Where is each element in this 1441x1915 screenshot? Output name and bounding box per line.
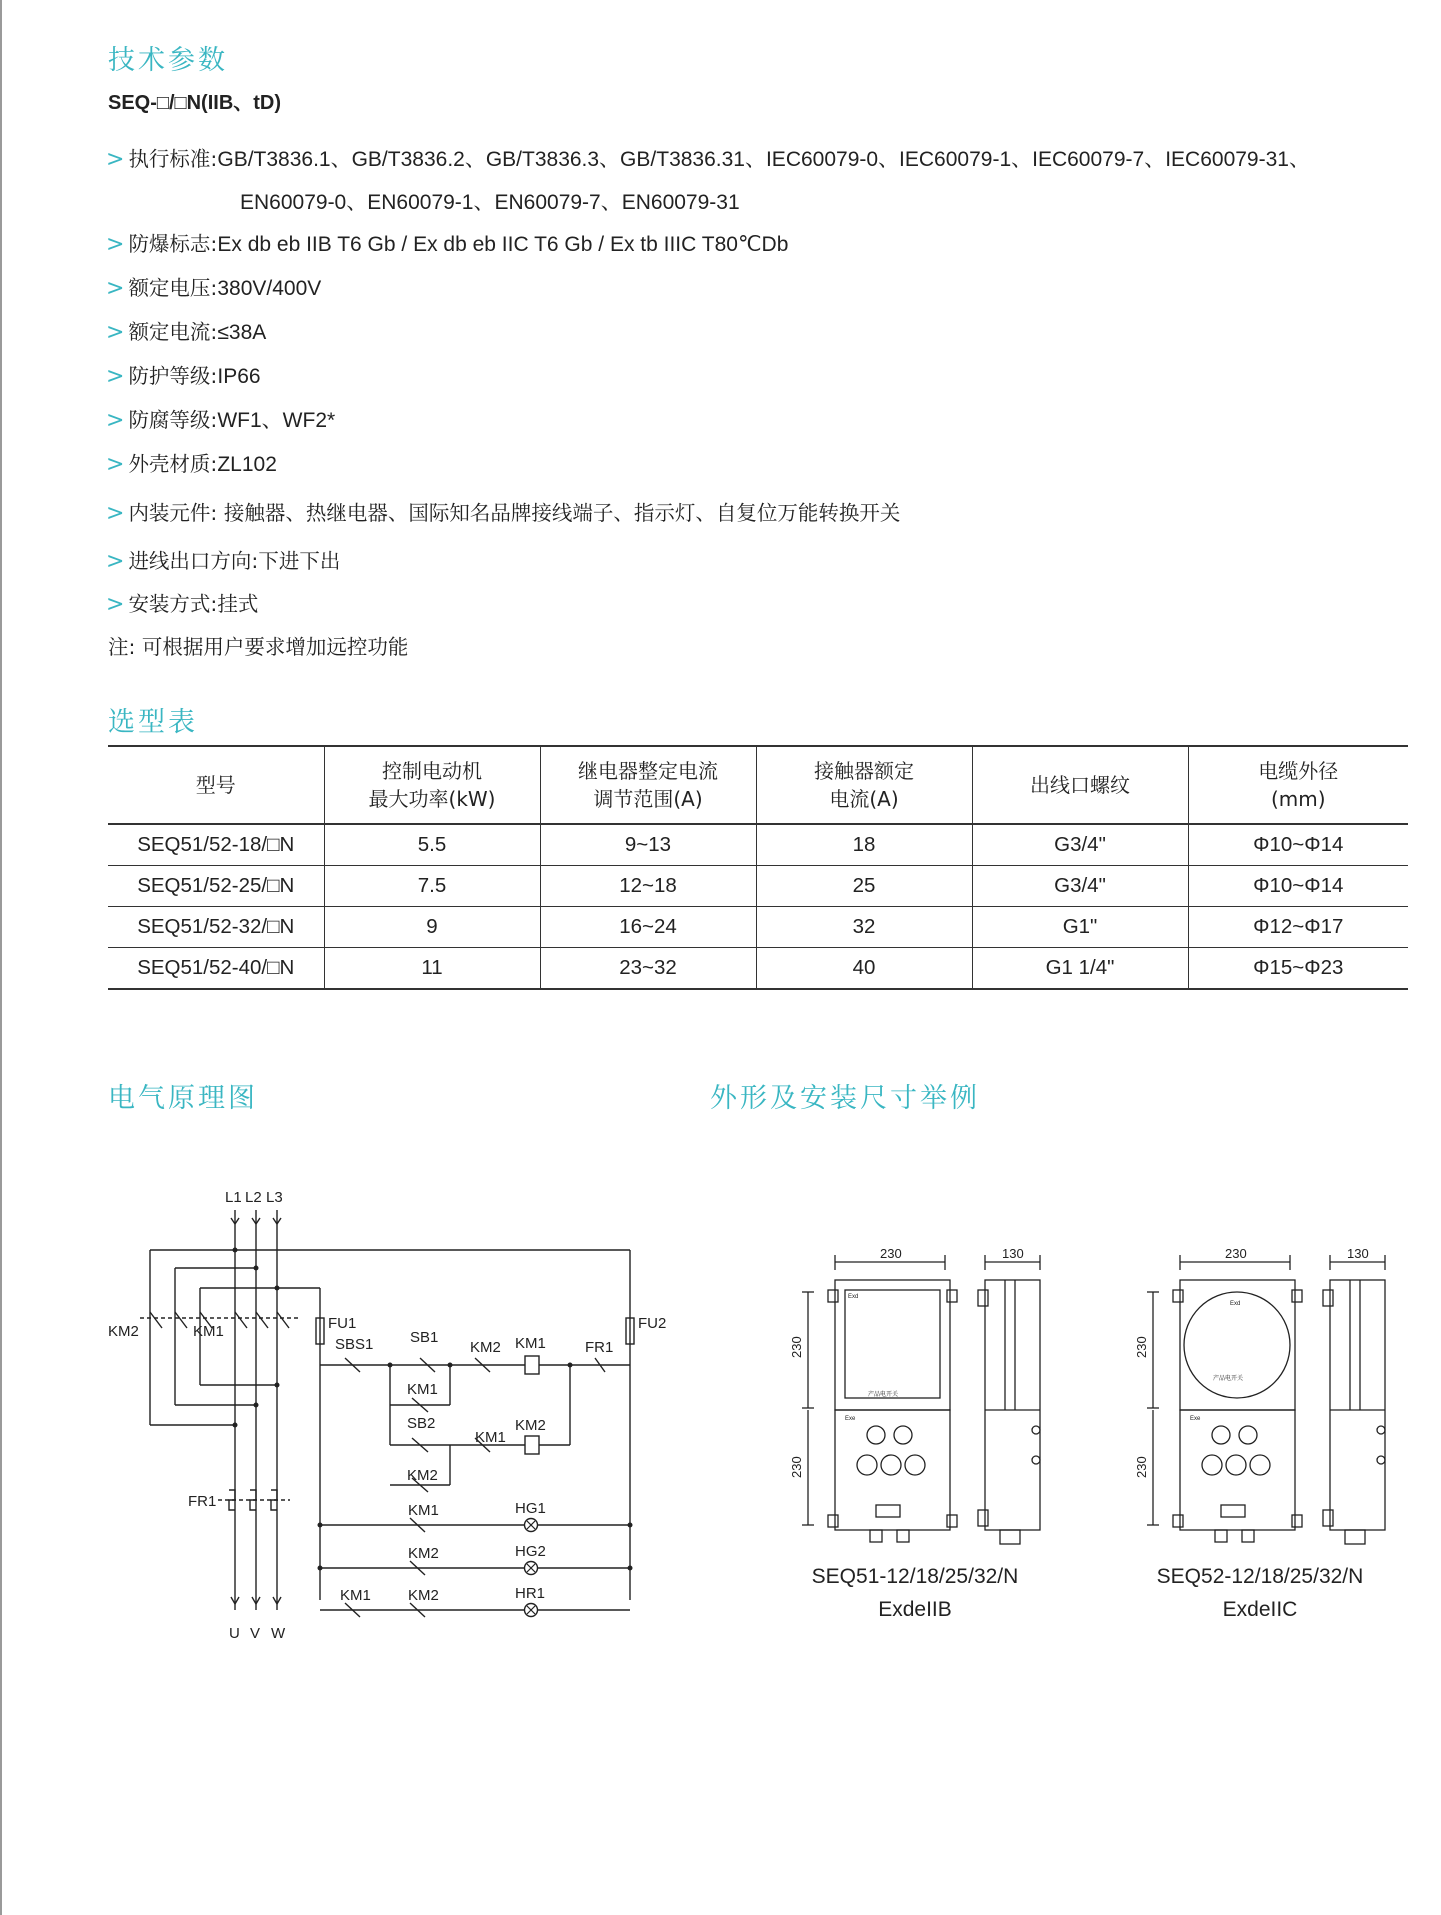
label-km1-main: KM1: [193, 1323, 224, 1340]
label-km1-hr: KM1: [340, 1587, 371, 1604]
schematic-title: 电气原理图: [108, 1083, 258, 1114]
header-cable-diameter: 电缆外径 (mm): [1188, 746, 1408, 824]
label-l1: L1: [225, 1189, 242, 1206]
spec-label: 额定电压:: [128, 276, 218, 300]
arrow-icon: >: [106, 501, 125, 526]
label-km1-b: KM1: [475, 1429, 506, 1446]
spec-value: 下进下出: [258, 549, 341, 573]
header-model: 型号: [108, 746, 324, 824]
enclosure-drawing-seq51: [780, 1246, 1050, 1550]
spec-value: ≤38A: [217, 321, 267, 344]
table-cell: 7.5: [324, 866, 540, 907]
table-cell: 9~13: [540, 824, 756, 866]
note-text: 注: 可根据用户要求增加远控功能: [108, 635, 409, 659]
label-hg2: HG2: [515, 1543, 546, 1560]
label-v: V: [250, 1625, 261, 1642]
spec-value: WF1、WF2*: [217, 409, 336, 432]
table-cell: SEQ51/52-40/□N: [137, 956, 295, 979]
arrow-icon: >: [106, 232, 125, 257]
arrow-icon: >: [106, 364, 125, 389]
enclosure-caption-seq51: [765, 1560, 1065, 1626]
spec-row-standard: [106, 142, 1310, 173]
label-w: W: [271, 1625, 286, 1642]
table-cell: Φ10~Φ14: [1188, 866, 1408, 907]
table-cell: 12~18: [540, 866, 756, 907]
label-km2-hr: KM2: [408, 1587, 439, 1604]
table-cell: 32: [756, 907, 972, 948]
table-cell: 40: [756, 948, 972, 990]
spec-value: 接触器、热继电器、国际知名品牌接线端子、指示灯、自复位万能转换开关: [217, 501, 901, 525]
ex-mark-text: Exe: [845, 1416, 856, 1422]
arrow-icon: >: [106, 549, 125, 574]
panel-label-text: 产品电开关: [1213, 1376, 1244, 1382]
outline-title: 外形及安装尺寸举例: [710, 1083, 980, 1114]
caption-ex-grade: ExdeIIB: [878, 1598, 952, 1621]
spec-label: 防护等级:: [128, 364, 218, 388]
table-cell: SEQ51/52-32/□N: [108, 907, 324, 948]
label-sb2: SB2: [407, 1415, 436, 1432]
spec-label: 执行标准:: [128, 147, 218, 171]
table-cell: G3/4": [972, 866, 1188, 907]
arrow-icon: >: [106, 276, 125, 301]
table-cell: 18: [756, 824, 972, 866]
label-l3: L3: [266, 1189, 283, 1206]
spec-value: Ex db eb IIB T6 Gb / Ex db eb IIC T6 Gb / Ex tb IIIC T80℃Db: [217, 233, 789, 256]
tech-params-title: 技术参数: [108, 45, 228, 76]
table-row: [108, 907, 1408, 948]
dim-height-top: 230: [1134, 1336, 1149, 1358]
table-cell: SEQ51/52-25/□N: [108, 866, 324, 907]
table-cell: 16~24: [540, 907, 756, 948]
header-contactor-current: 接触器额定 电流(A): [756, 746, 972, 824]
wiring-schematic: [100, 1180, 667, 1650]
table-cell: Φ10~Φ14: [1188, 824, 1408, 866]
table-cell: 23~32: [540, 948, 756, 990]
dim-depth: 130: [1002, 1246, 1024, 1261]
caption-ex-grade: ExdeIIC: [1222, 1598, 1298, 1621]
caption-model: SEQ51-12/18/25/32/N: [811, 1565, 1019, 1588]
table-header-row: [108, 746, 1408, 824]
enclosure-drawing-seq52: [1125, 1246, 1425, 1550]
spec-value: IP66: [217, 365, 261, 388]
label-sb1: SB1: [410, 1329, 439, 1346]
ex-mark-text: Exd: [1230, 1301, 1241, 1307]
label-km2-main: KM2: [108, 1323, 139, 1340]
table-cell: 5.5: [324, 824, 540, 866]
table-cell: Φ15~Φ23: [1188, 948, 1408, 990]
spec-row-material: [106, 447, 277, 477]
spec-label: 外壳材质:: [128, 452, 218, 476]
enclosure-caption-seq52: [1110, 1560, 1410, 1626]
header-outlet-thread: 出线口螺纹: [972, 746, 1188, 824]
table-cell: 11: [324, 948, 540, 990]
label-km1-hold: KM1: [407, 1381, 438, 1398]
spec-row-cable-direction: [106, 544, 340, 574]
label-km2-hold: KM2: [407, 1467, 438, 1484]
dim-height-bottom: 230: [789, 1456, 804, 1478]
table-cell: G1 1/4": [972, 948, 1188, 990]
label-km2-coil: KM2: [515, 1417, 546, 1434]
header-relay-range: 继电器整定电流 调节范围(A): [540, 746, 756, 824]
ex-mark-text: Exe: [1190, 1416, 1201, 1422]
spec-label: 进线出口方向:: [128, 549, 259, 573]
ex-mark-text: Exd: [848, 1294, 859, 1300]
label-km2-a: KM2: [470, 1339, 501, 1356]
spec-label: 安装方式:: [128, 592, 218, 616]
arrow-icon: >: [106, 592, 125, 617]
label-hr1: HR1: [515, 1585, 546, 1602]
table-cell: Φ12~Φ17: [1188, 907, 1408, 948]
label-hg1: HG1: [515, 1500, 546, 1517]
label-fu1: FU1: [328, 1315, 357, 1332]
spec-row-protection: [106, 359, 261, 389]
table-row: [108, 824, 1408, 866]
spec-label: 防腐等级:: [128, 408, 218, 432]
dim-height-top: 230: [789, 1336, 804, 1358]
spec-value: ZL102: [217, 453, 277, 476]
dim-height-bottom: 230: [1134, 1456, 1149, 1478]
arrow-icon: >: [106, 147, 125, 172]
model-code: SEQ-□/□N(IIB、tD): [108, 92, 282, 114]
spec-label: 防爆标志:: [128, 232, 218, 256]
label-sbs1: SBS1: [335, 1336, 374, 1353]
page-edge-rule: [0, 0, 2, 1915]
label-km1-coil: KM1: [515, 1335, 546, 1352]
spec-value: GB/T3836.1、GB/T3836.2、GB/T3836.3、GB/T3836.31、IEC60079-0、IEC60079-1、IEC60079-7、IEC60079-31、: [217, 148, 1310, 171]
header-motor-power: 控制电动机 最大功率(kW): [324, 746, 540, 824]
table-cell: 25: [756, 866, 972, 907]
label-l2: L2: [245, 1189, 262, 1206]
spec-row-anticorrosion: [106, 403, 335, 434]
spec-row-voltage: [106, 271, 321, 301]
panel-label-text: 产品电开关: [868, 1392, 899, 1398]
arrow-icon: >: [106, 320, 125, 345]
spec-standard-continued: EN60079-0、EN60079-1、EN60079-7、EN60079-31: [240, 191, 740, 214]
dim-depth: 130: [1347, 1246, 1369, 1261]
label-km1-hg1: KM1: [408, 1502, 439, 1519]
spec-label: 内装元件:: [128, 501, 218, 525]
arrow-icon: >: [106, 408, 125, 433]
table-cell: G1": [972, 907, 1188, 948]
spec-value: 挂式: [217, 592, 259, 616]
spec-row-mounting: [106, 587, 258, 617]
caption-model: SEQ52-12/18/25/32/N: [1156, 1565, 1364, 1588]
spec-row-current: [106, 315, 266, 345]
label-fr1-ctl: FR1: [585, 1339, 614, 1356]
label-fr1-main: FR1: [188, 1493, 217, 1510]
spec-label: 额定电流:: [128, 320, 218, 344]
table-cell: SEQ51/52-18/□N: [108, 824, 324, 866]
dim-width: 230: [1225, 1246, 1247, 1261]
spec-row-ex-marking: [106, 227, 788, 257]
table-row: [108, 866, 1408, 907]
selection-table-title: 选型表: [108, 707, 198, 738]
table-row: [108, 948, 1408, 990]
dim-width: 230: [880, 1246, 902, 1261]
spec-value: 380V/400V: [217, 277, 322, 300]
label-u: U: [229, 1625, 240, 1642]
label-km2-hg2: KM2: [408, 1545, 439, 1562]
label-fu2: FU2: [638, 1315, 667, 1332]
selection-table: [108, 745, 1408, 990]
table-cell: 9: [324, 907, 540, 948]
spec-row-components: [106, 496, 900, 526]
table-cell: G3/4": [972, 824, 1188, 866]
arrow-icon: >: [106, 452, 125, 477]
